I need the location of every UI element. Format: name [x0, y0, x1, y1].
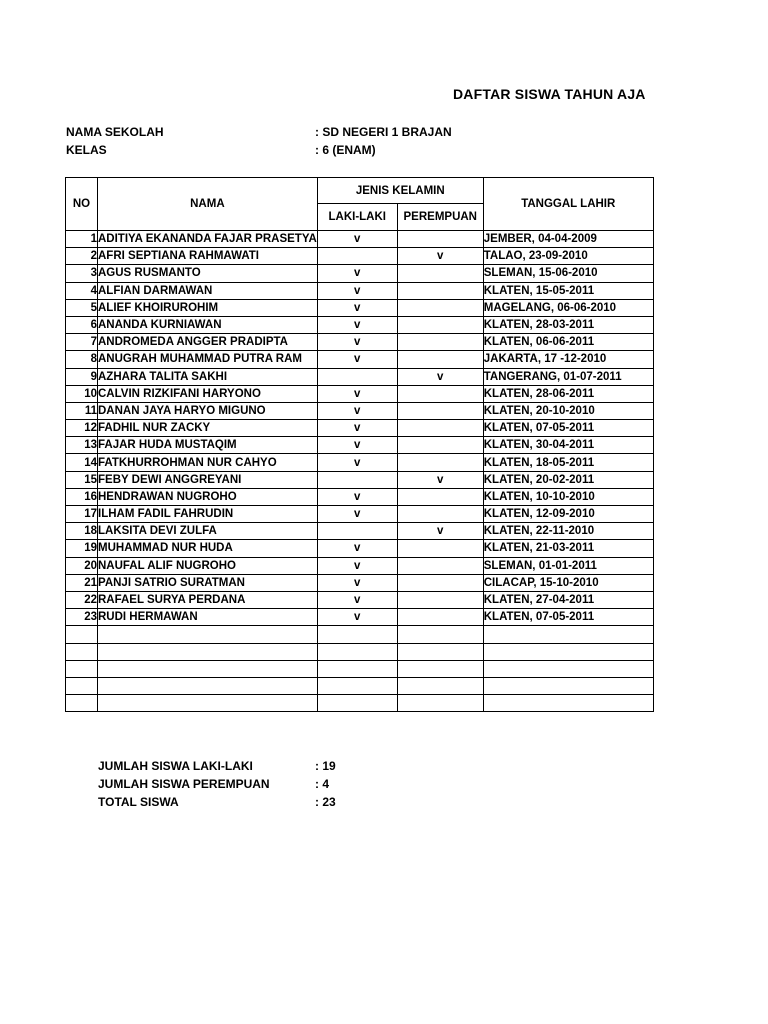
table-row	[66, 523, 654, 540]
cell-nama: AZHARA TALITA SAKHI	[98, 368, 318, 385]
cell-nama	[98, 677, 318, 694]
cell-tanggal-lahir	[483, 626, 653, 643]
cell-perempuan	[397, 385, 483, 402]
cell-laki-laki	[317, 626, 397, 643]
cell-laki-laki: v	[317, 231, 397, 248]
cell-tanggal-lahir: KLATEN, 12-09-2010	[483, 506, 653, 523]
table-row	[66, 574, 654, 591]
table-row	[66, 626, 654, 643]
cell-laki-laki: v	[317, 591, 397, 608]
cell-nama: FEBY DEWI ANGGREYANI	[98, 471, 318, 488]
table-row	[66, 299, 654, 316]
cell-perempuan	[397, 437, 483, 454]
cell-perempuan: v	[397, 523, 483, 540]
cell-laki-laki: v	[317, 540, 397, 557]
cell-no: 5	[66, 299, 98, 316]
table-row	[66, 677, 654, 694]
cell-nama: FAJAR HUDA MUSTAQIM	[98, 437, 318, 454]
summary-value: : 4	[315, 777, 330, 791]
cell-perempuan	[397, 299, 483, 316]
table-row	[66, 488, 654, 505]
cell-no: 6	[66, 316, 98, 333]
cell-tanggal-lahir: KLATEN, 20-02-2011	[483, 471, 653, 488]
cell-laki-laki: v	[317, 506, 397, 523]
cell-perempuan	[397, 334, 483, 351]
cell-laki-laki	[317, 248, 397, 265]
table-row	[66, 385, 654, 402]
cell-perempuan	[397, 506, 483, 523]
cell-nama: MUHAMMAD NUR HUDA	[98, 540, 318, 557]
table-row	[66, 334, 654, 351]
cell-laki-laki: v	[317, 316, 397, 333]
table-row	[66, 660, 654, 677]
cell-laki-laki	[317, 660, 397, 677]
cell-tanggal-lahir: KLATEN, 21-03-2011	[483, 540, 653, 557]
cell-tanggal-lahir: JAKARTA, 17 -12-2010	[483, 351, 653, 368]
cell-laki-laki	[317, 471, 397, 488]
summary-label: TOTAL SISWA	[98, 795, 179, 809]
cell-perempuan	[397, 265, 483, 282]
cell-no	[66, 695, 98, 712]
cell-perempuan	[397, 488, 483, 505]
cell-perempuan	[397, 316, 483, 333]
cell-tanggal-lahir: KLATEN, 22-11-2010	[483, 523, 653, 540]
cell-perempuan: v	[397, 471, 483, 488]
table-row	[66, 437, 654, 454]
cell-nama	[98, 626, 318, 643]
table-row	[66, 695, 654, 712]
cell-nama: RAFAEL SURYA PERDANA	[98, 591, 318, 608]
cell-nama: FADHIL NUR ZACKY	[98, 420, 318, 437]
cell-tanggal-lahir: KLATEN, 07-05-2011	[483, 420, 653, 437]
cell-no: 2	[66, 248, 98, 265]
cell-tanggal-lahir	[483, 695, 653, 712]
cell-laki-laki	[317, 677, 397, 694]
student-table	[65, 177, 654, 712]
cell-tanggal-lahir	[483, 677, 653, 694]
cell-nama: AFRI SEPTIANA RAHMAWATI	[98, 248, 318, 265]
cell-laki-laki: v	[317, 437, 397, 454]
cell-tanggal-lahir: KLATEN, 28-06-2011	[483, 385, 653, 402]
cell-tanggal-lahir	[483, 660, 653, 677]
header-jenis-kelamin: JENIS KELAMIN	[317, 178, 483, 204]
cell-no	[66, 626, 98, 643]
cell-tanggal-lahir: SLEMAN, 15-06-2010	[483, 265, 653, 282]
table-row	[66, 454, 654, 471]
cell-perempuan	[397, 677, 483, 694]
table-row	[66, 231, 654, 248]
table-row	[66, 591, 654, 608]
cell-perempuan	[397, 351, 483, 368]
header-nama: NAMA	[98, 178, 318, 231]
cell-perempuan	[397, 557, 483, 574]
cell-perempuan	[397, 454, 483, 471]
cell-nama: ALFIAN DARMAWAN	[98, 282, 318, 299]
cell-laki-laki: v	[317, 385, 397, 402]
summary-value: : 23	[315, 795, 336, 809]
cell-laki-laki: v	[317, 265, 397, 282]
cell-no	[66, 677, 98, 694]
cell-no: 12	[66, 420, 98, 437]
cell-tanggal-lahir: KLATEN, 07-05-2011	[483, 609, 653, 626]
cell-no: 14	[66, 454, 98, 471]
cell-no: 17	[66, 506, 98, 523]
cell-no: 4	[66, 282, 98, 299]
header-perempuan: PEREMPUAN	[397, 204, 483, 231]
cell-perempuan	[397, 574, 483, 591]
table-row	[66, 540, 654, 557]
cell-tanggal-lahir: KLATEN, 27-04-2011	[483, 591, 653, 608]
cell-laki-laki: v	[317, 299, 397, 316]
cell-nama	[98, 643, 318, 660]
cell-tanggal-lahir: KLATEN, 30-04-2011	[483, 437, 653, 454]
cell-perempuan	[397, 420, 483, 437]
table-row	[66, 248, 654, 265]
cell-tanggal-lahir: SLEMAN, 01-01-2011	[483, 557, 653, 574]
cell-no	[66, 643, 98, 660]
cell-perempuan	[397, 540, 483, 557]
cell-no: 19	[66, 540, 98, 557]
table-row	[66, 609, 654, 626]
cell-no: 9	[66, 368, 98, 385]
cell-nama	[98, 660, 318, 677]
class-label: KELAS	[66, 143, 107, 157]
cell-nama: DANAN JAYA HARYO MIGUNO	[98, 402, 318, 419]
cell-perempuan	[397, 626, 483, 643]
class-value: : 6 (ENAM)	[315, 143, 376, 157]
cell-no: 10	[66, 385, 98, 402]
cell-no: 21	[66, 574, 98, 591]
cell-perempuan	[397, 643, 483, 660]
cell-no: 3	[66, 265, 98, 282]
cell-perempuan	[397, 695, 483, 712]
cell-nama: NAUFAL ALIF NUGROHO	[98, 557, 318, 574]
cell-perempuan: v	[397, 368, 483, 385]
cell-tanggal-lahir: JEMBER, 04-04-2009	[483, 231, 653, 248]
cell-laki-laki: v	[317, 609, 397, 626]
cell-perempuan	[397, 231, 483, 248]
cell-no: 22	[66, 591, 98, 608]
header-tanggal-lahir: TANGGAL LAHIR	[483, 178, 653, 231]
table-row	[66, 368, 654, 385]
cell-tanggal-lahir: CILACAP, 15-10-2010	[483, 574, 653, 591]
cell-laki-laki: v	[317, 420, 397, 437]
cell-tanggal-lahir: KLATEN, 06-06-2011	[483, 334, 653, 351]
cell-nama: ANUGRAH MUHAMMAD PUTRA RAM	[98, 351, 318, 368]
header-laki-laki: LAKI-LAKI	[317, 204, 397, 231]
cell-nama: RUDI HERMAWAN	[98, 609, 318, 626]
cell-tanggal-lahir: KLATEN, 18-05-2011	[483, 454, 653, 471]
cell-laki-laki: v	[317, 351, 397, 368]
table-row	[66, 471, 654, 488]
cell-laki-laki: v	[317, 488, 397, 505]
cell-laki-laki: v	[317, 574, 397, 591]
cell-perempuan	[397, 609, 483, 626]
cell-laki-laki: v	[317, 334, 397, 351]
table-row	[66, 420, 654, 437]
table-row	[66, 402, 654, 419]
cell-tanggal-lahir: KLATEN, 20-10-2010	[483, 402, 653, 419]
cell-no: 23	[66, 609, 98, 626]
table-row	[66, 643, 654, 660]
cell-laki-laki	[317, 523, 397, 540]
cell-nama: ANDROMEDA ANGGER PRADIPTA	[98, 334, 318, 351]
cell-nama: PANJI SATRIO SURATMAN	[98, 574, 318, 591]
cell-laki-laki	[317, 695, 397, 712]
table-row	[66, 282, 654, 299]
cell-nama	[98, 695, 318, 712]
cell-nama: CALVIN RIZKIFANI HARYONO	[98, 385, 318, 402]
cell-laki-laki: v	[317, 454, 397, 471]
table-row	[66, 351, 654, 368]
cell-tanggal-lahir: TALAO, 23-09-2010	[483, 248, 653, 265]
summary-label: JUMLAH SISWA LAKI-LAKI	[98, 759, 253, 773]
cell-nama: ANANDA KURNIAWAN	[98, 316, 318, 333]
cell-no: 11	[66, 402, 98, 419]
cell-no: 18	[66, 523, 98, 540]
table-row	[66, 506, 654, 523]
cell-perempuan	[397, 282, 483, 299]
cell-tanggal-lahir: KLATEN, 28-03-2011	[483, 316, 653, 333]
cell-no: 20	[66, 557, 98, 574]
cell-nama: ADITIYA EKANANDA FAJAR PRASETYA	[98, 231, 318, 248]
cell-no: 15	[66, 471, 98, 488]
table-row	[66, 557, 654, 574]
cell-perempuan	[397, 402, 483, 419]
cell-no: 13	[66, 437, 98, 454]
cell-tanggal-lahir: TANGERANG, 01-07-2011	[483, 368, 653, 385]
summary-label: JUMLAH SISWA PEREMPUAN	[98, 777, 270, 791]
cell-perempuan	[397, 591, 483, 608]
cell-nama: FATKHURROHMAN NUR CAHYO	[98, 454, 318, 471]
cell-tanggal-lahir	[483, 643, 653, 660]
table-row	[66, 265, 654, 282]
cell-perempuan	[397, 660, 483, 677]
cell-perempuan: v	[397, 248, 483, 265]
cell-nama: ILHAM FADIL FAHRUDIN	[98, 506, 318, 523]
summary-value: : 19	[315, 759, 336, 773]
cell-nama: HENDRAWAN NUGROHO	[98, 488, 318, 505]
cell-no: 8	[66, 351, 98, 368]
cell-no	[66, 660, 98, 677]
cell-tanggal-lahir: KLATEN, 10-10-2010	[483, 488, 653, 505]
cell-laki-laki: v	[317, 282, 397, 299]
document-title: DAFTAR SISWA TAHUN AJA	[453, 86, 646, 102]
cell-nama: AGUS RUSMANTO	[98, 265, 318, 282]
school-label: NAMA SEKOLAH	[66, 125, 164, 139]
cell-no: 7	[66, 334, 98, 351]
school-value: : SD NEGERI 1 BRAJAN	[315, 125, 452, 139]
cell-laki-laki	[317, 368, 397, 385]
cell-nama: LAKSITA DEVI ZULFA	[98, 523, 318, 540]
cell-nama: ALIEF KHOIRUROHIM	[98, 299, 318, 316]
cell-tanggal-lahir: MAGELANG, 06-06-2010	[483, 299, 653, 316]
cell-laki-laki	[317, 643, 397, 660]
cell-no: 1	[66, 231, 98, 248]
cell-laki-laki: v	[317, 557, 397, 574]
table-row	[66, 316, 654, 333]
cell-tanggal-lahir: KLATEN, 15-05-2011	[483, 282, 653, 299]
student-table-body	[66, 231, 654, 712]
header-no: NO	[66, 178, 98, 231]
cell-laki-laki: v	[317, 402, 397, 419]
cell-no: 16	[66, 488, 98, 505]
